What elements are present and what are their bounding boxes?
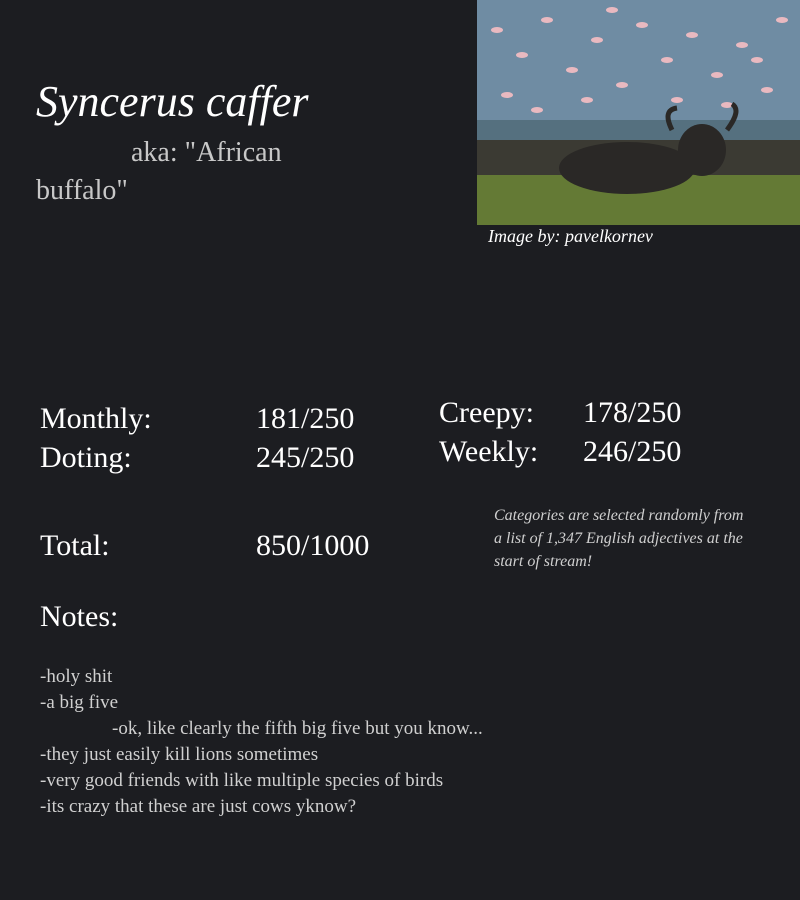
- note-item: -its crazy that these are just cows yknow?: [40, 796, 357, 817]
- categories-note: Categories are selected randomly from a list of 1,347 English adjectives at the start of stream!: [494, 507, 744, 570]
- page-title: Syncerus caffer: [36, 77, 309, 126]
- stat-label-total: Total:: [40, 529, 110, 562]
- note-item: -very good friends with like multiple species of birds: [40, 770, 444, 791]
- note-item: -a big five: [40, 692, 119, 713]
- stat-label-monthly: Monthly:: [40, 402, 152, 435]
- notes-list: [40, 664, 510, 820]
- stat-value-total: 850/1000: [256, 529, 370, 562]
- stat-value-monthly: 181/250: [256, 402, 355, 435]
- stat-value-weekly: 246/250: [583, 435, 682, 468]
- stat-label-creepy: Creepy:: [439, 396, 534, 429]
- photo-illustration: [477, 0, 800, 225]
- notes-heading: Notes:: [40, 600, 119, 633]
- photo-credit: Image by: pavelkornev: [488, 226, 653, 246]
- common-name: aka: "African buffalo": [36, 137, 282, 206]
- buffalo-photo: [477, 0, 800, 225]
- stat-label-doting: Doting:: [40, 441, 132, 474]
- note-item: -they just easily kill lions sometimes: [40, 744, 319, 765]
- stat-value-creepy: 178/250: [583, 396, 682, 429]
- stat-label-weekly: Weekly:: [439, 435, 539, 468]
- note-item: -holy shit: [40, 666, 113, 687]
- note-item: -ok, like clearly the fifth big five but you know...: [112, 718, 483, 739]
- stat-value-doting: 245/250: [256, 441, 355, 474]
